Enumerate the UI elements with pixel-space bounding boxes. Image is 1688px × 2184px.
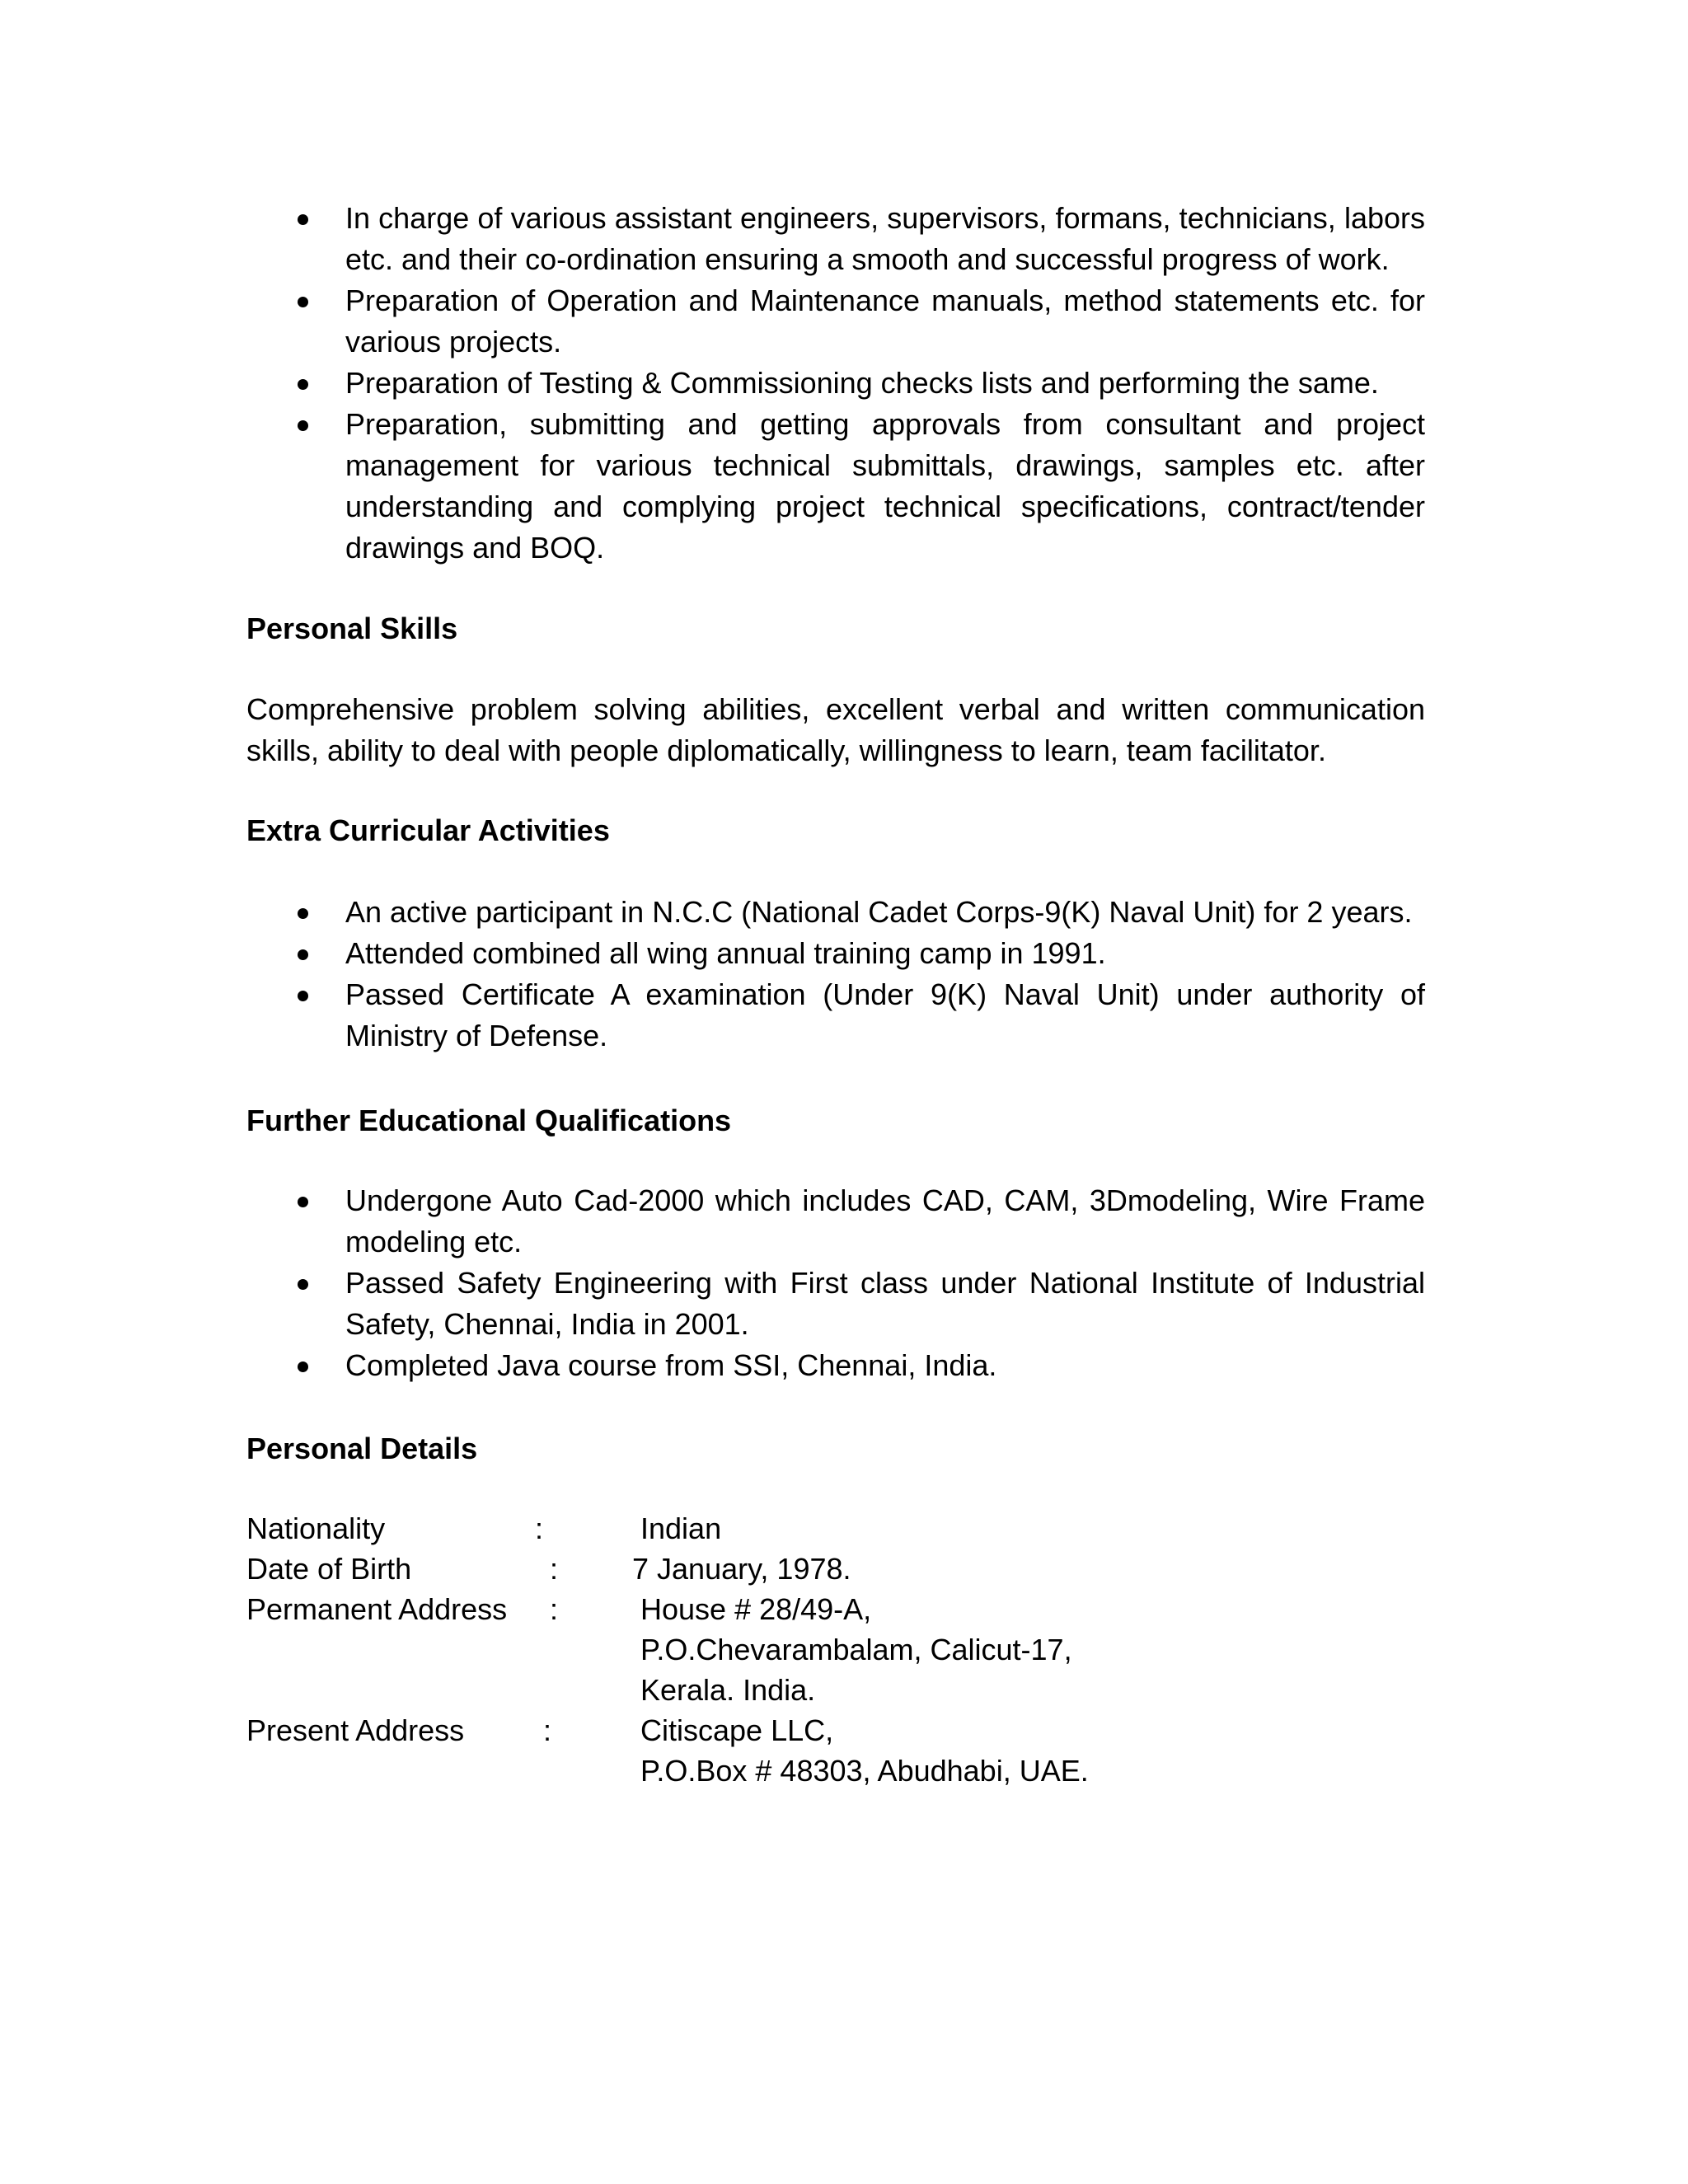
list-item [246,198,1425,280]
personal-skills-heading: Personal Skills [246,612,458,645]
present-address-line: P.O.Box # 48303, Abudhabi, UAE. [640,1754,1089,1788]
qualification-text: Completed Java course from SSI, Chennai, India. [345,1348,997,1382]
bullet-icon [298,379,308,390]
duty-text: Preparation, submitting and getting approvals from consultant and project management for various technical submittals, drawings, samples etc. after understanding and complying project technical specifications, contract/tender drawings and BOQ. [345,407,1425,565]
list-item [246,280,1425,363]
present-address-label: Present Address [246,1713,465,1747]
list-item [246,404,1425,569]
separator: : [550,1552,559,1586]
personal-details-heading: Personal Details [246,1432,478,1465]
list-item [246,892,1425,933]
qualification-text: Undergone Auto Cad-2000 which includes CAD, CAM, 3Dmodeling, Wire Frame modeling etc. [345,1183,1425,1258]
bullet-icon [298,1279,308,1290]
list-item [246,974,1425,1057]
list-item [246,933,1425,974]
permanent-address-line: House # 28/49-A, [640,1592,872,1626]
bullet-icon [298,297,308,307]
bullet-icon [298,949,308,960]
permanent-address-line: P.O.Chevarambalam, Calicut-17, [640,1633,1072,1666]
bullet-icon [298,991,308,1001]
dob-value: 7 January, 1978. [632,1552,851,1586]
dob-label: Date of Birth [246,1552,412,1586]
duty-text: In charge of various assistant engineers, supervisors, formans, technicians, labors etc. and their co-ordination ensuring a smooth and successful progress of work. [345,201,1425,276]
permanent-address-line: Kerala. India. [640,1673,816,1707]
extra-curricular-heading: Extra Curricular Activities [246,813,610,847]
nationality-label: Nationality [246,1511,386,1545]
separator: : [543,1713,552,1747]
personal-skills-text: Comprehensive problem solving abilities, excellent verbal and written communication skills, ability to deal with people diplomatically, willingness to learn, team facilitator. [246,692,1425,767]
extra-curricular-list [246,892,1425,1057]
qualification-text: Passed Safety Engineering with First class under National Institute of Industrial Safety, Chennai, India in 2001. [345,1266,1425,1341]
list-item [246,1345,1425,1386]
bullet-icon [298,908,308,919]
list-item [246,1263,1425,1345]
bullet-icon [298,1197,308,1207]
activity-text: Attended combined all wing annual training camp in 1991. [345,936,1106,970]
duties-list [246,198,1425,569]
bullet-icon [298,1361,308,1372]
separator: : [550,1592,559,1626]
bullet-icon [298,420,308,431]
activity-text: An active participant in N.C.C (National Cadet Corps-9(K) Naval Unit) for 2 years. [345,895,1413,929]
duty-text: Preparation of Testing & Commissioning checks lists and performing the same. [345,366,1379,400]
nationality-value: Indian [640,1511,722,1545]
permanent-address-label: Permanent Address [246,1592,508,1626]
present-address-line: Citiscape LLC, [640,1713,834,1747]
list-item [246,363,1425,404]
list-item [246,1180,1425,1263]
separator: : [535,1511,544,1545]
bullet-icon [298,214,308,225]
further-education-list [246,1180,1425,1386]
activity-text: Passed Certificate A examination (Under 9(K) Naval Unit) under authority of Ministry of Defense. [345,977,1425,1052]
further-education-heading: Further Educational Qualifications [246,1104,732,1137]
duty-text: Preparation of Operation and Maintenance manuals, method statements etc. for various projects. [345,284,1425,359]
